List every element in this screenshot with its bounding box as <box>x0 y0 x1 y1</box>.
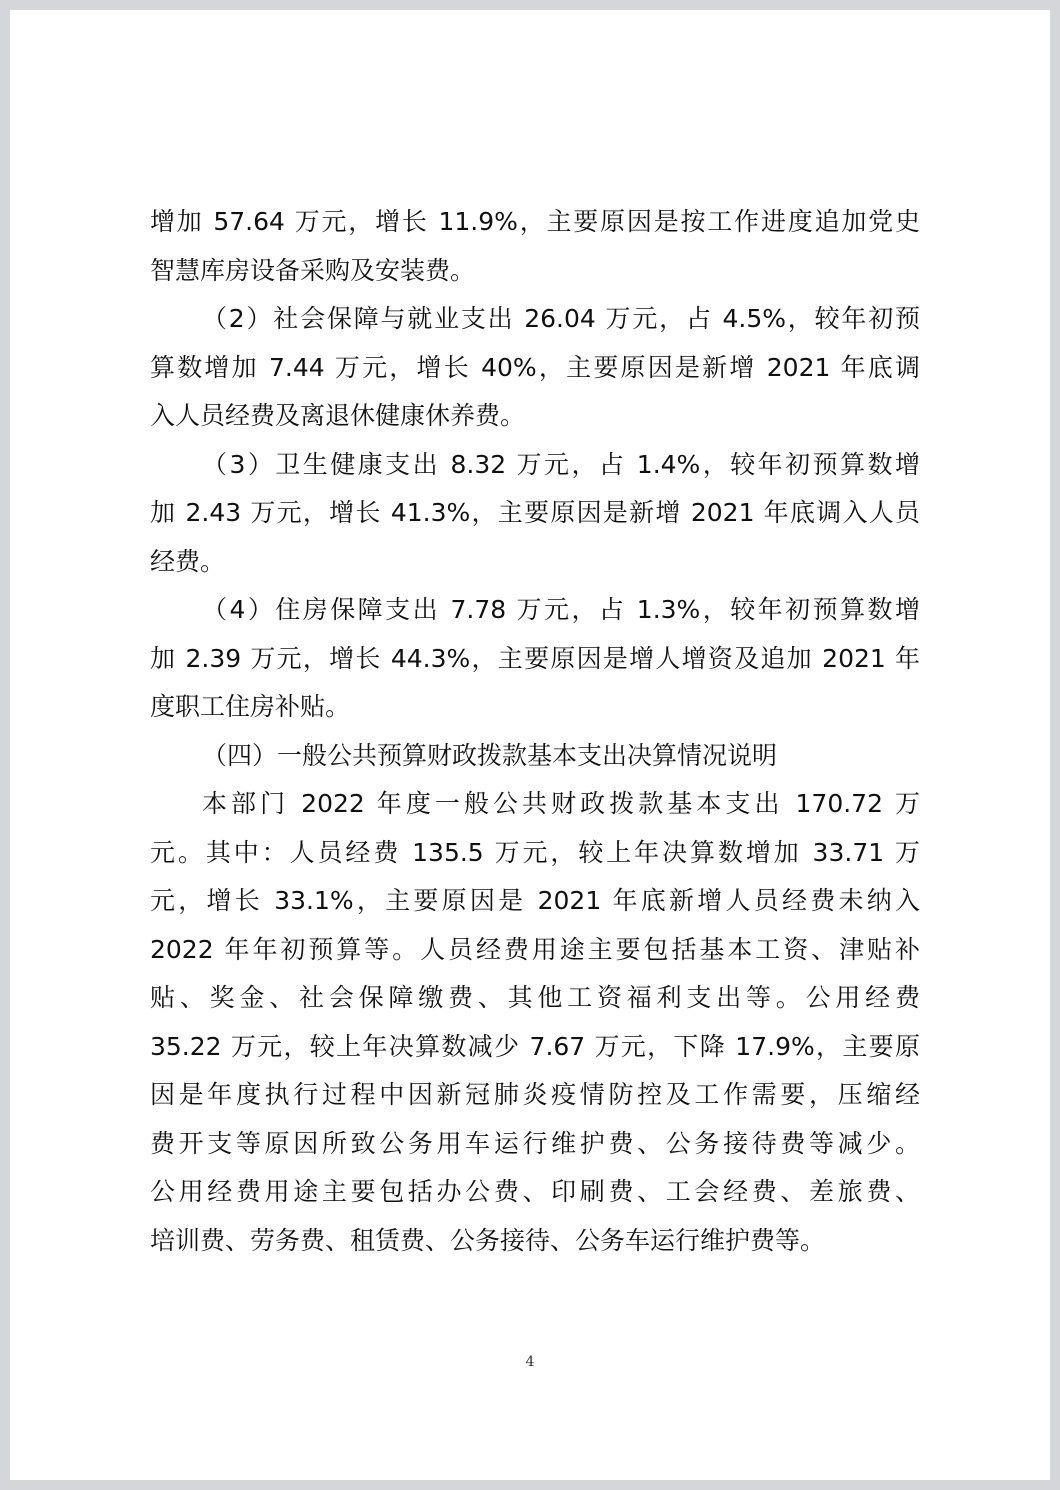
section-heading: （四）一般公共预算财政拨款基本支出决算情况说明 <box>202 740 778 770</box>
text-line: 元。其中：人员经费 135.5 万元，较上年决算数增加 33.71 万 <box>150 837 920 867</box>
text-line: 费开支等原因所致公务用车运行维护费、公务接待费等减少。 <box>150 1128 920 1158</box>
text-line: 因是年度执行过程中因新冠肺炎疫情防控及工作需要，压缩经 <box>150 1080 920 1109</box>
text-line: 公用经费用途主要包括办公费、印刷费、工会经费、差旅费、 <box>150 1177 920 1206</box>
text-line: 元，增长 33.1%，主要原因是 2021 年底新增人员经费未纳入 <box>150 886 920 915</box>
text-line: （3）卫生健康支出 8.32 万元，占 1.4%，较年初预算数增 <box>202 449 920 479</box>
text-line: 经费。 <box>150 546 226 576</box>
text-line: 培训费、劳务费、租赁费、公务接待、公务车运行维护费等。 <box>150 1225 826 1255</box>
text-line: （4）住房保障支出 7.78 万元，占 1.3%，较年初预算数增 <box>202 595 920 624</box>
text-line: 加 2.39 万元，增长 44.3%，主要原因是增人增资及追加 2021 年 <box>150 643 920 673</box>
text-line: 算数增加 7.44 万元，增长 40%，主要原因是新增 2021 年底调 <box>150 352 920 382</box>
text-line: 入人员经费及离退休健康休养费。 <box>150 401 526 430</box>
text-line: 贴、奖金、社会保障缴费、其他工资福利支出等。公用经费 <box>150 983 920 1012</box>
text-line: 加 2.43 万元，增长 41.3%，主要原因是新增 2021 年底调入人员 <box>150 498 920 527</box>
text-line: 智慧库房设备采购及安装费。 <box>150 255 476 285</box>
document-body <box>150 198 920 1265</box>
text-line: 2022 年年初预算等。人员经费用途主要包括基本工资、津贴补 <box>150 934 920 964</box>
text-line: 35.22 万元，较上年决算数减少 7.67 万元，下降 17.9%，主要原 <box>150 1031 920 1061</box>
text-line: 本部门 2022 年度一般公共财政拨款基本支出 170.72 万 <box>202 789 920 818</box>
text-line: （2）社会保障与就业支出 26.04 万元，占 4.5%，较年初预 <box>202 304 920 333</box>
page-number: 4 <box>525 1354 535 1370</box>
text-line: 增加 57.64 万元，增长 11.9%，主要原因是按工作进度追加党史 <box>150 207 920 236</box>
text-line: 度职工住房补贴。 <box>150 692 351 721</box>
